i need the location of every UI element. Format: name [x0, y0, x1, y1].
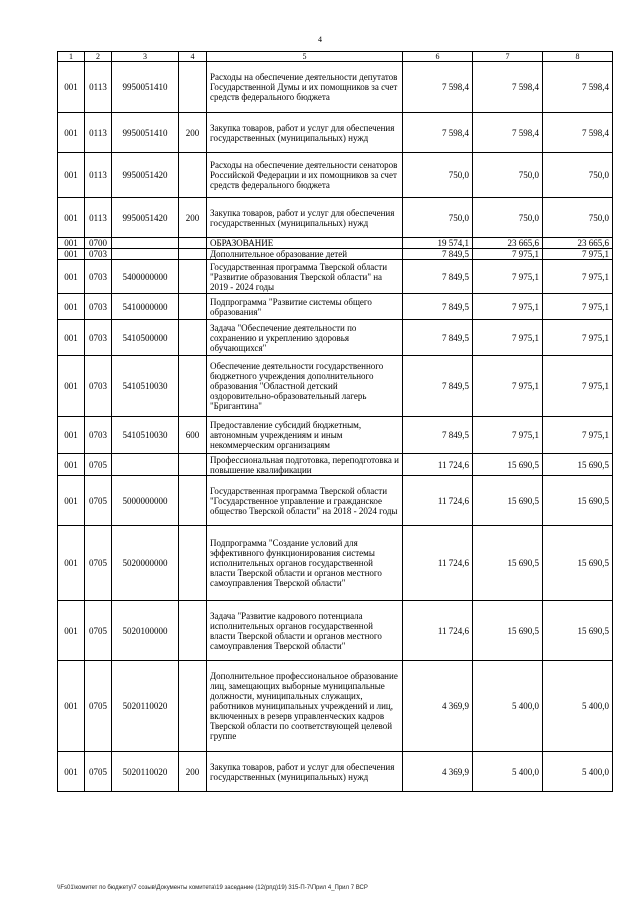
- admin-code-cell: 001: [58, 526, 85, 601]
- item-name-cell: Предоставление субсидий бюджетным, автономным учреждениям и иным некоммерческим организациям: [207, 417, 403, 454]
- table-row: [58, 526, 613, 601]
- table-row: [58, 454, 613, 476]
- amount-col6-cell: 11 724,6: [403, 476, 473, 526]
- section-code-cell: 0705: [85, 476, 112, 526]
- item-name-cell: Закупка товаров, работ и услуг для обеспечения государственных (муниципальных) нужд: [207, 113, 403, 153]
- amount-col7-cell: 7 975,1: [473, 249, 543, 260]
- amount-col6-cell: 11 724,6: [403, 601, 473, 661]
- amount-col6-cell: 750,0: [403, 198, 473, 238]
- section-code-cell: 0705: [85, 454, 112, 476]
- target-article-cell: 5020110020: [112, 752, 179, 792]
- column-number: 2: [85, 52, 112, 62]
- section-code-cell: 0705: [85, 661, 112, 752]
- amount-col8-cell: 5 400,0: [543, 752, 613, 792]
- amount-col7-cell: 750,0: [473, 198, 543, 238]
- page-number: 4: [318, 35, 322, 44]
- item-name-cell: Задача "Обеспечение деятельности по сохранению и укреплению здоровья обучающихся": [207, 320, 403, 356]
- amount-col8-cell: 7 975,1: [543, 417, 613, 454]
- expense-type-cell: [179, 260, 207, 294]
- admin-code-cell: 001: [58, 356, 85, 417]
- target-article-cell: 5000000000: [112, 476, 179, 526]
- amount-col6-cell: 7 598,4: [403, 113, 473, 153]
- item-name-cell: Расходы на обеспечение деятельности сенаторов Российской Федерации и их помощников за счет средств федерального бюджета: [207, 153, 403, 198]
- column-number: 1: [58, 52, 85, 62]
- column-number: 8: [543, 52, 613, 62]
- admin-code-cell: 001: [58, 249, 85, 260]
- amount-col7-cell: 15 690,5: [473, 476, 543, 526]
- amount-col7-cell: 15 690,5: [473, 526, 543, 601]
- budget-table: [57, 51, 613, 792]
- admin-code-cell: 001: [58, 476, 85, 526]
- table-row: [58, 476, 613, 526]
- target-article-cell: 5020100000: [112, 601, 179, 661]
- amount-col7-cell: 7 598,4: [473, 62, 543, 113]
- target-article-cell: 5410500000: [112, 320, 179, 356]
- target-article-cell: [112, 249, 179, 260]
- item-name-cell: Обеспечение деятельности государственного бюджетного учреждения дополнительного образования "Областной детский оздоровительно-образовательный лагерь "Бригантина": [207, 356, 403, 417]
- amount-col8-cell: 15 690,5: [543, 601, 613, 661]
- target-article-cell: 9950051410: [112, 62, 179, 113]
- amount-col8-cell: 7 975,1: [543, 320, 613, 356]
- expense-type-cell: [179, 62, 207, 113]
- amount-col6-cell: 4 369,9: [403, 752, 473, 792]
- expense-type-cell: [179, 153, 207, 198]
- admin-code-cell: 001: [58, 198, 85, 238]
- table-row: [58, 62, 613, 113]
- section-code-cell: 0705: [85, 601, 112, 661]
- table-row: [58, 249, 613, 260]
- expense-type-cell: 200: [179, 113, 207, 153]
- amount-col7-cell: 7 975,1: [473, 417, 543, 454]
- table-row: [58, 113, 613, 153]
- admin-code-cell: 001: [58, 113, 85, 153]
- item-name-cell: Подпрограмма "Развитие системы общего образования": [207, 294, 403, 320]
- amount-col7-cell: 15 690,5: [473, 601, 543, 661]
- item-name-cell: Подпрограмма "Создание условий для эффективного функционирования системы исполнительных органов государственной власти Тверской области и органов местного самоуправления Тверской области": [207, 526, 403, 601]
- amount-col6-cell: 750,0: [403, 153, 473, 198]
- amount-col6-cell: 7 598,4: [403, 62, 473, 113]
- target-article-cell: 5020110020: [112, 661, 179, 752]
- amount-col7-cell: 5 400,0: [473, 661, 543, 752]
- expense-type-cell: [179, 476, 207, 526]
- expense-type-cell: 600: [179, 417, 207, 454]
- item-name-cell: Закупка товаров, работ и услуг для обеспечения государственных (муниципальных) нужд: [207, 198, 403, 238]
- amount-col7-cell: 5 400,0: [473, 752, 543, 792]
- target-article-cell: [112, 454, 179, 476]
- section-code-cell: 0705: [85, 526, 112, 601]
- admin-code-cell: 001: [58, 260, 85, 294]
- target-article-cell: 9950051410: [112, 113, 179, 153]
- amount-col6-cell: 7 849,5: [403, 294, 473, 320]
- section-code-cell: 0113: [85, 113, 112, 153]
- item-name-cell: ОБРАЗОВАНИЕ: [207, 238, 403, 249]
- table-row: [58, 417, 613, 454]
- section-code-cell: 0703: [85, 320, 112, 356]
- amount-col6-cell: 7 849,5: [403, 417, 473, 454]
- expense-type-cell: [179, 320, 207, 356]
- amount-col6-cell: 7 849,5: [403, 356, 473, 417]
- column-number: 3: [112, 52, 179, 62]
- target-article-cell: 5410510030: [112, 356, 179, 417]
- section-code-cell: 0703: [85, 356, 112, 417]
- table-row: [58, 260, 613, 294]
- admin-code-cell: 001: [58, 661, 85, 752]
- amount-col6-cell: 11 724,6: [403, 454, 473, 476]
- section-code-cell: 0113: [85, 62, 112, 113]
- expense-type-cell: [179, 238, 207, 249]
- expense-type-cell: 200: [179, 198, 207, 238]
- section-code-cell: 0703: [85, 294, 112, 320]
- target-article-cell: 5410510030: [112, 417, 179, 454]
- amount-col8-cell: 7 975,1: [543, 249, 613, 260]
- expense-type-cell: [179, 249, 207, 260]
- amount-col8-cell: 23 665,6: [543, 238, 613, 249]
- section-code-cell: 0703: [85, 249, 112, 260]
- file-path-footer: \\Fs01\комитет по бюджету\7 созыв\Документы комитета\19 заседание (12(рпд)19) 315-П-7\Прил 4_Прил 7 ВСР: [57, 885, 368, 891]
- table-row: [58, 356, 613, 417]
- table-row: [58, 601, 613, 661]
- amount-col7-cell: 7 975,1: [473, 356, 543, 417]
- amount-col8-cell: 7 975,1: [543, 356, 613, 417]
- section-code-cell: 0700: [85, 238, 112, 249]
- amount-col7-cell: 7 975,1: [473, 260, 543, 294]
- amount-col8-cell: 750,0: [543, 153, 613, 198]
- item-name-cell: Расходы на обеспечение деятельности депутатов Государственной Думы и их помощников за счет средств федерального бюджета: [207, 62, 403, 113]
- table-row: [58, 153, 613, 198]
- admin-code-cell: 001: [58, 238, 85, 249]
- target-article-cell: 9950051420: [112, 153, 179, 198]
- column-number: 6: [403, 52, 473, 62]
- admin-code-cell: 001: [58, 153, 85, 198]
- amount-col8-cell: 15 690,5: [543, 454, 613, 476]
- amount-col7-cell: 7 598,4: [473, 113, 543, 153]
- column-number: 5: [207, 52, 403, 62]
- section-code-cell: 0113: [85, 153, 112, 198]
- amount-col6-cell: 7 849,5: [403, 249, 473, 260]
- amount-col6-cell: 19 574,1: [403, 238, 473, 249]
- amount-col8-cell: 15 690,5: [543, 526, 613, 601]
- admin-code-cell: 001: [58, 62, 85, 113]
- table-row: [58, 198, 613, 238]
- table-row: [58, 294, 613, 320]
- item-name-cell: Профессиональная подготовка, переподготовка и повышение квалификации: [207, 454, 403, 476]
- target-article-cell: 5410000000: [112, 294, 179, 320]
- item-name-cell: Государственная программа Тверской области "Государственное управление и гражданское общество Тверской области" на 2018 - 2024 годы: [207, 476, 403, 526]
- item-name-cell: Задача "Развитие кадрового потенциала исполнительных органов государственной власти Тверской области и органов местного самоуправления Тверской области": [207, 601, 403, 661]
- expense-type-cell: [179, 454, 207, 476]
- item-name-cell: Закупка товаров, работ и услуг для обеспечения государственных (муниципальных) нужд: [207, 752, 403, 792]
- admin-code-cell: 001: [58, 294, 85, 320]
- expense-type-cell: [179, 294, 207, 320]
- section-code-cell: 0113: [85, 198, 112, 238]
- target-article-cell: 5400000000: [112, 260, 179, 294]
- expense-type-cell: 200: [179, 752, 207, 792]
- amount-col7-cell: 7 975,1: [473, 294, 543, 320]
- column-number-row: [58, 52, 613, 62]
- amount-col7-cell: 15 690,5: [473, 454, 543, 476]
- amount-col6-cell: 4 369,9: [403, 661, 473, 752]
- amount-col8-cell: 7 975,1: [543, 260, 613, 294]
- amount-col7-cell: 750,0: [473, 153, 543, 198]
- amount-col6-cell: 7 849,5: [403, 260, 473, 294]
- table-row: [58, 238, 613, 249]
- table-row: [58, 752, 613, 792]
- target-article-cell: 9950051420: [112, 198, 179, 238]
- amount-col8-cell: 7 598,4: [543, 62, 613, 113]
- amount-col8-cell: 15 690,5: [543, 476, 613, 526]
- item-name-cell: Дополнительное образование детей: [207, 249, 403, 260]
- expense-type-cell: [179, 661, 207, 752]
- admin-code-cell: 001: [58, 454, 85, 476]
- column-number: 4: [179, 52, 207, 62]
- column-number: 7: [473, 52, 543, 62]
- expense-type-cell: [179, 356, 207, 417]
- section-code-cell: 0703: [85, 260, 112, 294]
- amount-col8-cell: 7 975,1: [543, 294, 613, 320]
- target-article-cell: 5020000000: [112, 526, 179, 601]
- target-article-cell: [112, 238, 179, 249]
- admin-code-cell: 001: [58, 601, 85, 661]
- amount-col8-cell: 5 400,0: [543, 661, 613, 752]
- expense-type-cell: [179, 526, 207, 601]
- expense-type-cell: [179, 601, 207, 661]
- admin-code-cell: 001: [58, 752, 85, 792]
- item-name-cell: Дополнительное профессиональное образование лиц, замещающих выборные муниципальные должности, муниципальных служащих, работников муниципальных учреждений и лиц, включенных в резерв управленческих кадров Тверской области по соответствующей целевой группе: [207, 661, 403, 752]
- amount-col7-cell: 7 975,1: [473, 320, 543, 356]
- table-row: [58, 661, 613, 752]
- admin-code-cell: 001: [58, 320, 85, 356]
- amount-col6-cell: 7 849,5: [403, 320, 473, 356]
- item-name-cell: Государственная программа Тверской области "Развитие образования Тверской области" на 2019 - 2024 годы: [207, 260, 403, 294]
- amount-col8-cell: 750,0: [543, 198, 613, 238]
- admin-code-cell: 001: [58, 417, 85, 454]
- section-code-cell: 0703: [85, 417, 112, 454]
- section-code-cell: 0705: [85, 752, 112, 792]
- amount-col8-cell: 7 598,4: [543, 113, 613, 153]
- table-row: [58, 320, 613, 356]
- amount-col7-cell: 23 665,6: [473, 238, 543, 249]
- amount-col6-cell: 11 724,6: [403, 526, 473, 601]
